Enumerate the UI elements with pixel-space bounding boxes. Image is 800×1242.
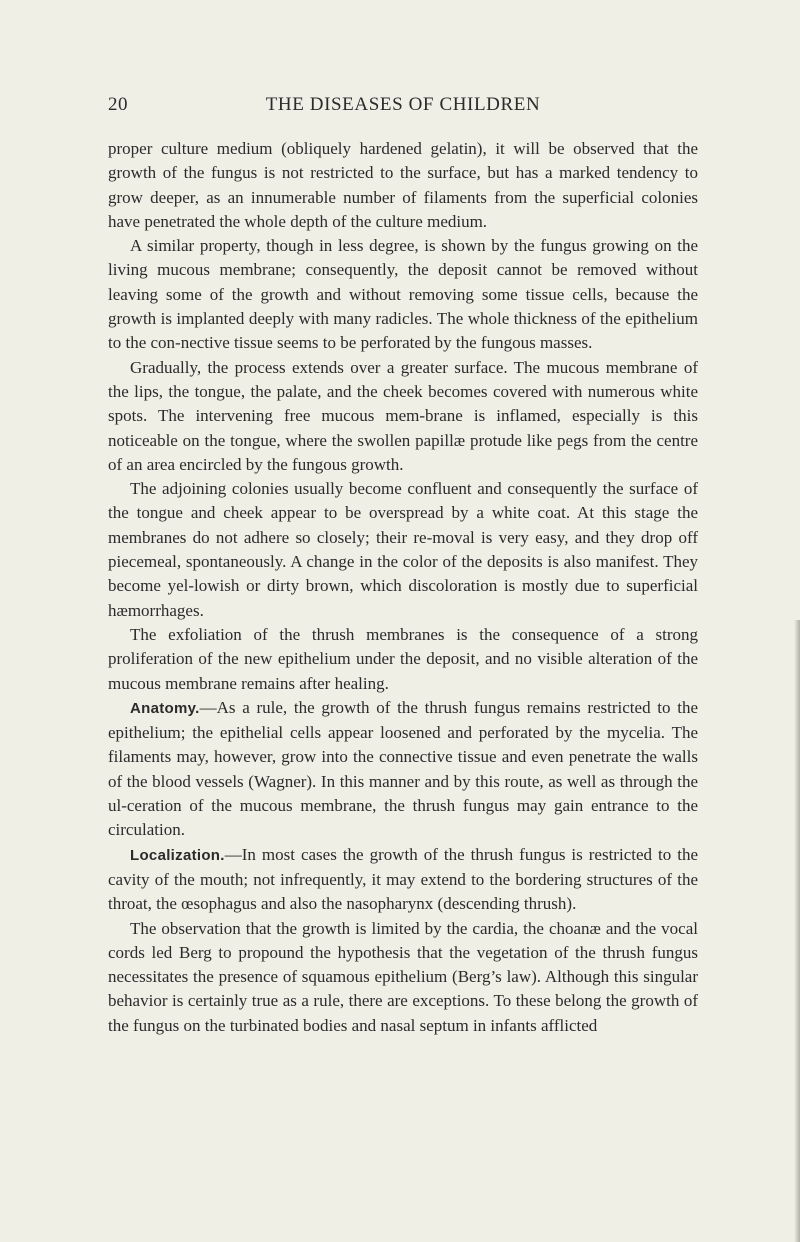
page-edge-shadow — [794, 620, 800, 1242]
paragraph — [108, 917, 698, 1038]
paragraph — [108, 356, 698, 477]
paragraph-text: The observation that the growth is limited by the cardia, the choanæ and the vocal cords led Berg to propound the hypothesis that the vegetation of the thrush fungus necessitates the presence of squamous epithelium (Berg’s law). Although this singular behavior is certainly true as a rule, there are exceptions. To these belong the growth of the fungus on the turbinated bodies and nasal septum in infants afflicted — [108, 918, 698, 1035]
section-heading-localization: Localization. — [130, 846, 225, 864]
paragraph-text: The adjoining colonies usually become confluent and consequently the surface of the tongue and cheek appear to be overspread by a white coat. At this stage the membranes do not adhere so closely; their re-moval is very easy, and they drop off piecemeal, spontaneously. A change in the color of the deposits is also manifest. They become yel-lowish or dirty brown, which discoloration is mostly due to superficial hæmorrhages. — [108, 479, 698, 620]
paragraph — [108, 843, 698, 917]
running-head: THE DISEASES OF CHILDREN — [265, 94, 541, 115]
paragraph-text: —In most cases the growth of the thrush fungus is restricted to the cavity of the mouth; not infrequently, it may extend to the bordering structures of the throat, the œsophagus and also the nasopharynx (descending thrush). — [108, 844, 698, 914]
paragraph-text: Gradually, the process extends over a greater surface. The mucous membrane of the lips, the tongue, the palate, and the cheek becomes covered with numerous white spots. The intervening free mucous mem-brane is inflamed, especially is this noticeable on the tongue, where the swollen papillæ protude like pegs from the centre of an area encircled by the fungous growth. — [108, 357, 698, 474]
paragraph — [108, 477, 698, 623]
paragraph — [108, 234, 698, 355]
paragraph-text: —As a rule, the growth of the thrush fungus remains restricted to the epithelium; the epithelial cells appear loosened and perforated by the mycelia. The filaments may, however, grow into the connective tissue and even penetrate the walls of the blood vessels (Wagner). In this manner and by this route, as well as through the ul-ceration of the mucous membrane, the thrush fungus may gain entrance to the circulation. — [108, 697, 698, 840]
paragraph — [108, 137, 698, 234]
paragraph — [108, 623, 698, 696]
paragraph-text: proper culture medium (obliquely hardened gelatin), it will be observed that the growth of the fungus is not restricted to the surface, but has a marked tendency to grow deeper, as an innumerable number of filaments from the superficial colonies have penetrated the whole depth of the culture medium. — [108, 139, 698, 231]
paragraph — [108, 696, 698, 843]
page-number: 20 — [108, 94, 128, 115]
section-heading-anatomy: Anatomy. — [130, 699, 200, 717]
body-text — [108, 137, 698, 1038]
page-header — [108, 94, 698, 122]
paragraph-text: A similar property, though in less degree, is shown by the fungus growing on the living mucous membrane; consequently, the deposit cannot be removed without leaving some of the growth and without removing some tissue cells, because the growth is implanted deeply with many radicles. The whole thickness of the epithelium to the con-nective tissue seems to be perforated by the fungous masses. — [108, 236, 698, 353]
paragraph-text: The exfoliation of the thrush membranes is the consequence of a strong proliferation of the new epithelium under the deposit, and no visible alteration of the mucous membrane remains after healing. — [108, 624, 698, 693]
